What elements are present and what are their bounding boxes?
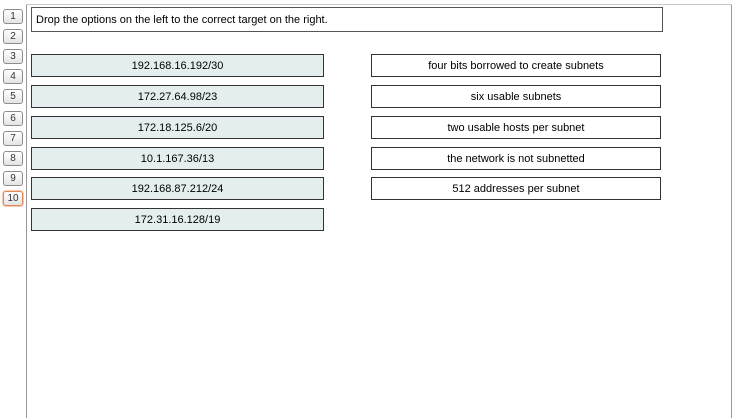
nav-button-6[interactable]: 6: [3, 111, 23, 126]
instructions-text: Drop the options on the left to the correct target on the right.: [31, 7, 663, 32]
drag-option-6[interactable]: 172.31.16.128/19: [31, 208, 324, 231]
drop-target-1[interactable]: four bits borrowed to create subnets: [371, 54, 661, 77]
nav-button-9[interactable]: 9: [3, 171, 23, 186]
nav-button-1[interactable]: 1: [3, 9, 23, 24]
drop-target-4[interactable]: the network is not subnetted: [371, 147, 661, 170]
nav-button-10-current[interactable]: 10: [3, 191, 23, 206]
content-frame-right-border: [731, 4, 732, 418]
nav-button-4[interactable]: 4: [3, 69, 23, 84]
content-frame-left-border: [26, 4, 27, 418]
drag-option-5[interactable]: 192.168.87.212/24: [31, 177, 324, 200]
nav-button-5[interactable]: 5: [3, 89, 23, 104]
content-frame-top-border: [26, 4, 732, 5]
drag-option-1[interactable]: 192.168.16.192/30: [31, 54, 324, 77]
nav-button-7[interactable]: 7: [3, 131, 23, 146]
drag-option-3[interactable]: 172.18.125.6/20: [31, 116, 324, 139]
drop-target-2[interactable]: six usable subnets: [371, 85, 661, 108]
drag-option-2[interactable]: 172.27.64.98/23: [31, 85, 324, 108]
drop-target-5[interactable]: 512 addresses per subnet: [371, 177, 661, 200]
nav-button-3[interactable]: 3: [3, 49, 23, 64]
nav-button-8[interactable]: 8: [3, 151, 23, 166]
drag-option-4[interactable]: 10.1.167.36/13: [31, 147, 324, 170]
drop-target-3[interactable]: two usable hosts per subnet: [371, 116, 661, 139]
nav-button-2[interactable]: 2: [3, 29, 23, 44]
